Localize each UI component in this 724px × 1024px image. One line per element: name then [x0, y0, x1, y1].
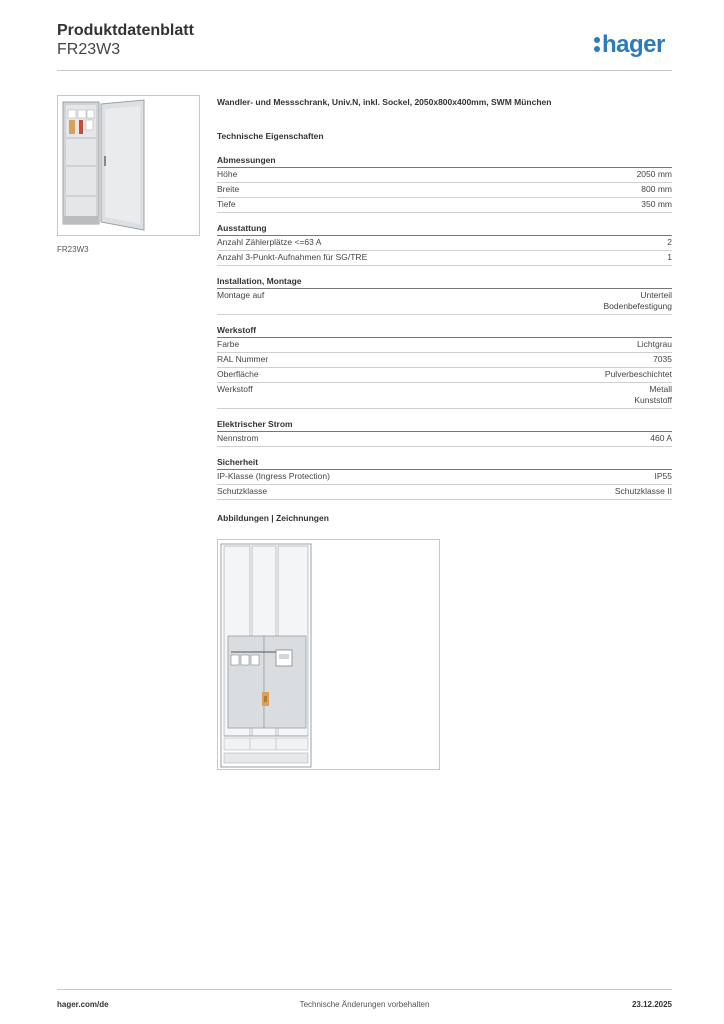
property-value: 460 A	[650, 433, 672, 443]
product-details	[217, 96, 672, 524]
property-row	[217, 289, 672, 315]
property-value: Schutzklasse II	[614, 486, 672, 496]
section-title: Abmessungen	[217, 154, 672, 168]
property-row	[217, 353, 672, 368]
property-value: Metall Kunststoff	[634, 384, 672, 405]
property-label: Schutzklasse	[217, 486, 268, 496]
product-photo	[57, 95, 200, 236]
property-label: Montage auf	[217, 290, 265, 300]
property-label: Nennstrom	[217, 433, 259, 443]
property-value: 1	[667, 252, 672, 262]
section	[217, 456, 672, 500]
technical-properties-title: Technische Eigenschaften	[217, 131, 324, 141]
page-footer	[57, 989, 672, 1014]
property-row	[217, 236, 672, 251]
property-label: Tiefe	[217, 199, 236, 209]
section	[217, 418, 672, 447]
document-title: Produktdatenblatt	[57, 22, 194, 39]
website-link[interactable]: hager.com/de	[57, 1000, 109, 1009]
property-label: Oberfläche	[217, 369, 259, 379]
disclaimer-text: Technische Änderungen vorbehalten	[299, 1000, 430, 1009]
property-value: Unterteil Bodenbefestigung	[603, 290, 672, 311]
property-row	[217, 338, 672, 353]
section-title: Ausstattung	[217, 222, 672, 236]
section	[217, 275, 672, 315]
section-title: Installation, Montage	[217, 275, 672, 289]
technical-drawing	[217, 539, 440, 770]
property-sections	[217, 154, 672, 500]
property-row	[217, 251, 672, 266]
property-label: Höhe	[217, 169, 238, 179]
property-row	[217, 183, 672, 198]
hager-logo	[592, 28, 672, 58]
property-value: 2	[667, 237, 672, 247]
section	[217, 222, 672, 266]
property-label: Werkstoff	[217, 384, 253, 394]
cabinet-photo	[58, 96, 199, 235]
page-header	[57, 22, 672, 71]
property-row	[217, 368, 672, 383]
property-row	[217, 168, 672, 183]
section	[217, 154, 672, 213]
property-value: 350 mm	[641, 199, 672, 209]
property-label: RAL Nummer	[217, 354, 269, 364]
photo-caption: FR23W3	[57, 245, 89, 254]
property-row	[217, 470, 672, 485]
property-value: 800 mm	[641, 184, 672, 194]
property-label: Breite	[217, 184, 240, 194]
product-description: Wandler- und Messschrank, Univ.N, inkl. Sockel, 2050x800x400mm, SWM München	[217, 97, 552, 107]
article-number: FR23W3	[57, 41, 121, 58]
section-title: Sicherheit	[217, 456, 672, 470]
document-date: 23.12.2025	[631, 1000, 672, 1009]
property-value: IP55	[654, 471, 672, 481]
property-label: Farbe	[217, 339, 240, 349]
property-value: Pulverbeschichtet	[604, 369, 672, 379]
property-label: Anzahl 3-Punkt-Aufnahmen für SG/TRE	[217, 252, 368, 262]
property-label: Anzahl Zählerplätze <=63 A	[217, 237, 322, 247]
svg-text:hager: hager	[602, 31, 665, 58]
cabinet-front-drawing	[218, 540, 439, 769]
property-row	[217, 485, 672, 500]
property-row	[217, 198, 672, 213]
drawings-title: Abbildungen | Zeichnungen	[217, 513, 329, 523]
section	[217, 324, 672, 409]
section-title: Elektrischer Strom	[217, 418, 672, 432]
property-value: 7035	[653, 354, 672, 364]
property-row	[217, 432, 672, 447]
property-value: 2050 mm	[636, 169, 672, 179]
property-label: IP-Klasse (Ingress Protection)	[217, 471, 330, 481]
property-value: Lichtgrau	[637, 339, 672, 349]
property-row	[217, 383, 672, 409]
section-title: Werkstoff	[217, 324, 672, 338]
